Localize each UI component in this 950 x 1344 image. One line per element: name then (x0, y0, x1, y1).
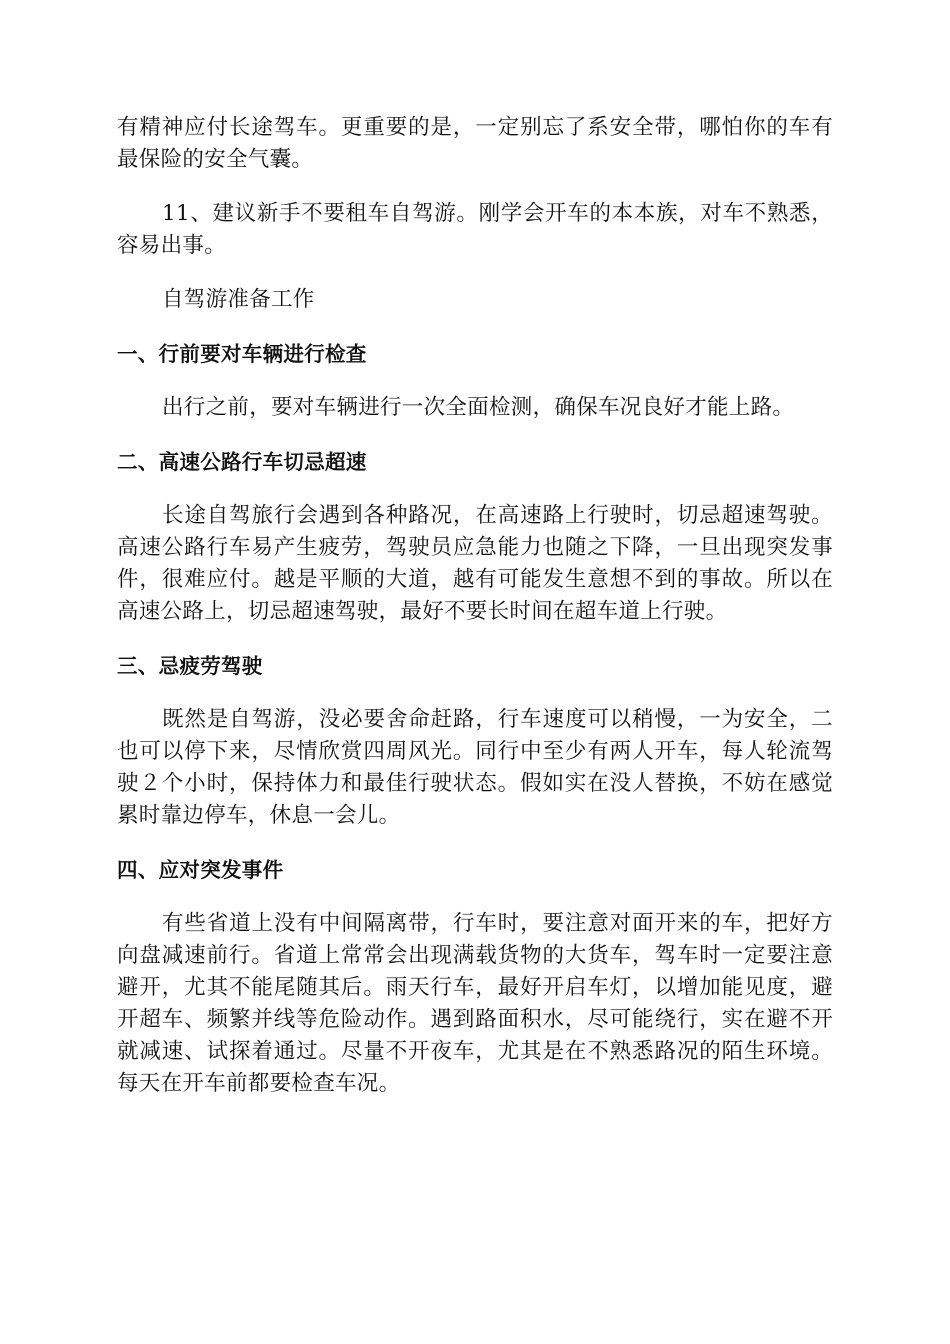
paragraph-no-fatigue: 既然是自驾游，没必要舍命赶路，行车速度可以稍慢，一为安全，二也可以停下来，尽情欣赏四周风光。同行中至少有两人开车，每人轮流驾驶２个小时，保持体力和最佳行驶状态。假如实在没人替换，不妨在感觉累时靠边停车，休息一会儿。 (117, 707, 833, 828)
paragraph-tip-11: 11、建议新手不要租车自驾游。刚学会开车的本本族，对车不熟悉，容易出事。 (117, 201, 833, 258)
paragraph-vehicle-check: 出行之前，要对车辆进行一次全面检测，确保车况良好才能上路。 (162, 395, 795, 420)
heading-no-speeding: 二、高速公路行车切忌超速 (117, 450, 367, 474)
heading-no-fatigue: 三、忌疲劳驾驶 (117, 654, 263, 678)
paragraph-emergencies: 有些省道上没有中间隔离带，行车时，要注意对面开来的车，把好方向盘减速前行。省道上常常会出现满载货物的大货车，驾车时一定要注意避开，尤其不能尾随其后。雨天行车，最好开启车灯，以增加能见度，避开超车、频繁并线等危险动作。遇到路面积水，尽可能绕行，实在避不开就减速、试探着通过。尽量不开夜车，尤其是在不熟悉路况的陌生环境。每天在开车前都要检查车况。 (117, 911, 833, 1096)
paragraph-seatbelt-continued: 有精神应付长途驾车。更重要的是，一定别忘了系安全带，哪怕你的车有最保险的安全气囊。 (117, 115, 833, 172)
heading-emergencies: 四、应对突发事件 (117, 858, 284, 882)
heading-vehicle-check: 一、行前要对车辆进行检查 (117, 342, 367, 366)
section-intro-preparation: 自驾游准备工作 (162, 287, 315, 312)
paragraph-no-speeding: 长途自驾旅行会遇到各种路况，在高速路上行驶时，切忌超速驾驶。高速公路行车易产生疲劳，驾驶员应急能力也随之下降，一旦出现突发事件，很难应付。越是平顺的大道，越有可能发生意想不到的事故。所以在高速公路上，切忌超速驾驶，最好不要长时间在超车道上行驶。 (117, 503, 833, 624)
document-page (117, 112, 833, 1122)
